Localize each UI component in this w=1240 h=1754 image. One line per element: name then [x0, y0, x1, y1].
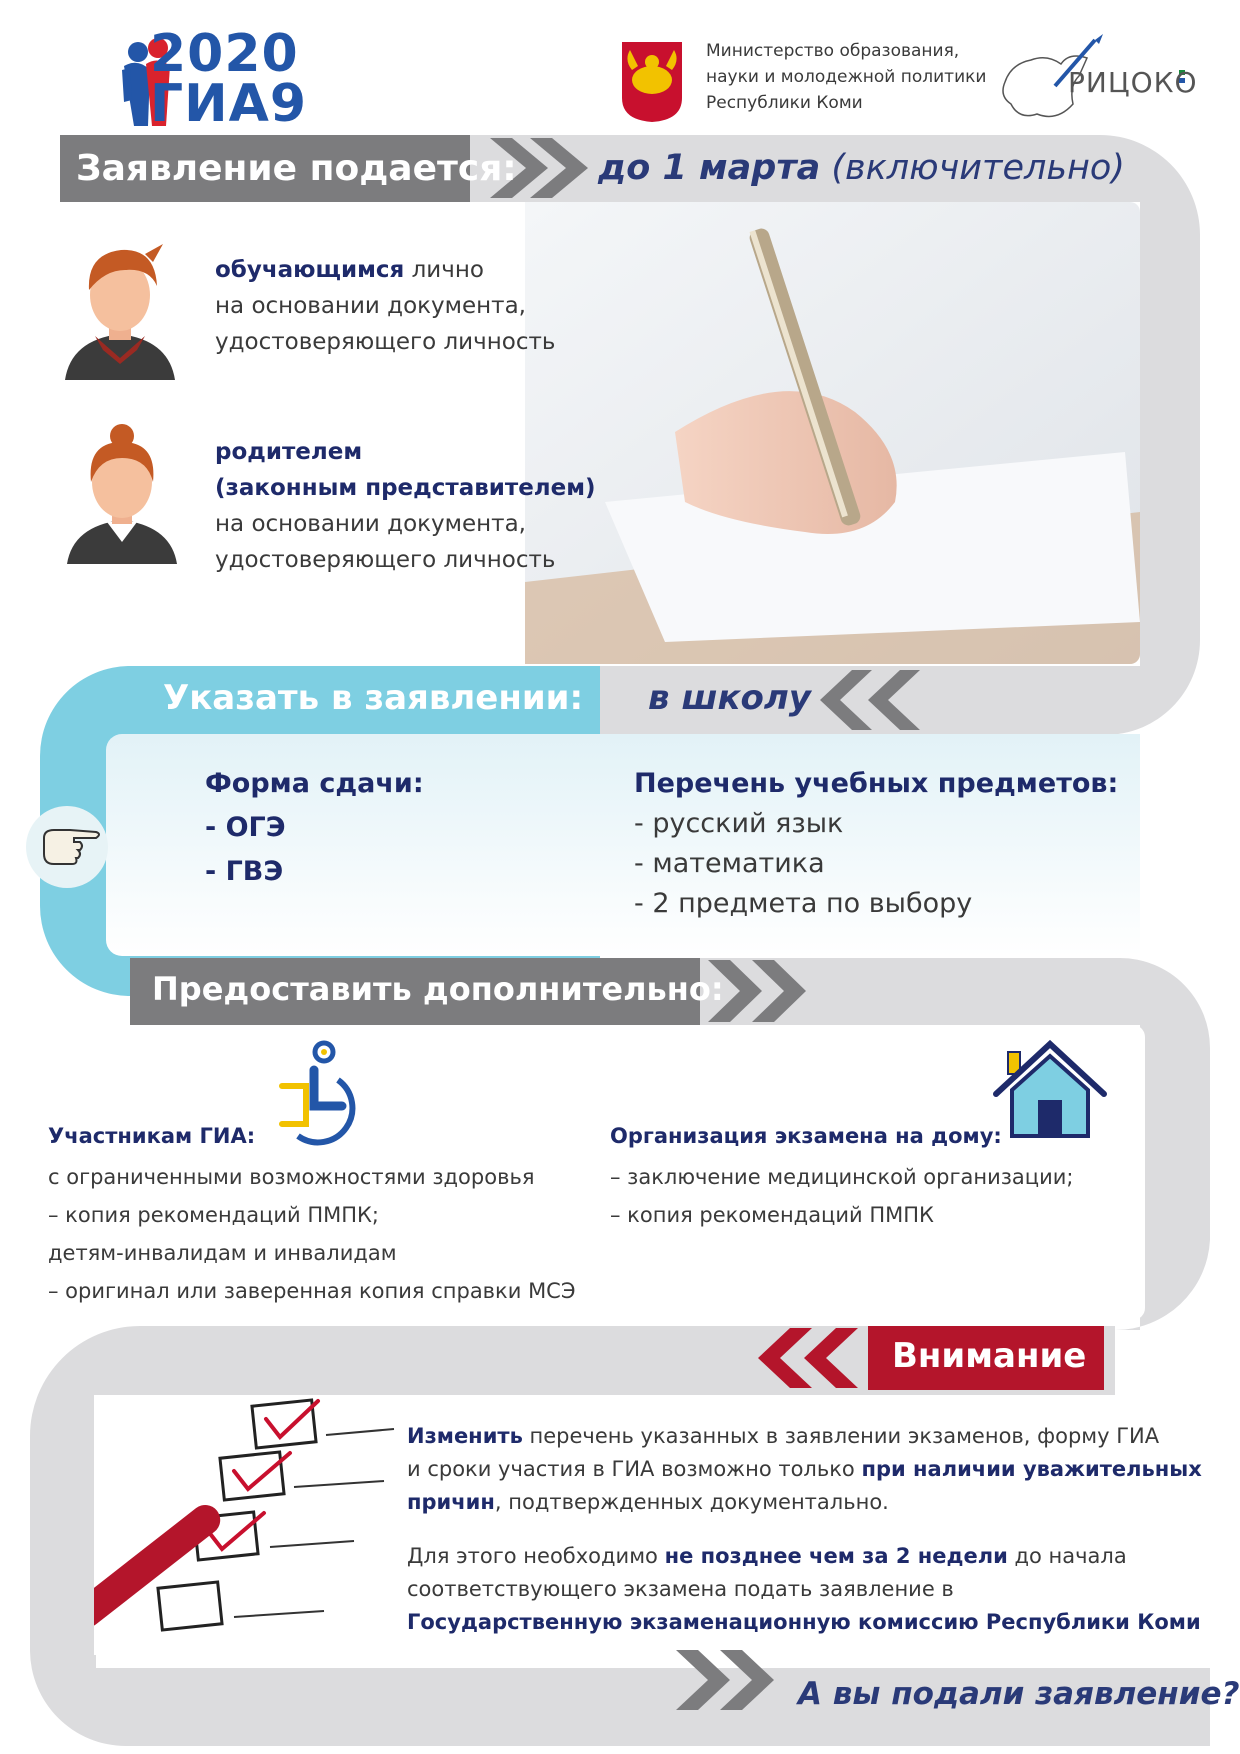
form-title: Форма сдачи:: [205, 768, 424, 799]
submit-deadline: до 1 марта (включительно): [598, 148, 1125, 188]
specify-destination: в школу: [648, 678, 811, 718]
home-exam-title: Организация экзамена на дому:: [610, 1124, 1002, 1148]
extra-heading: Предоставить дополнительно:: [152, 970, 724, 1008]
parent-description: родителем (законным представителем) на основании документа, удостоверяющего личность: [215, 439, 596, 573]
subject-item: - математика: [634, 848, 825, 879]
house-icon: [990, 1038, 1110, 1142]
form-item-gve: - ГВЭ: [205, 856, 284, 887]
form-item-oge: - ОГЭ: [205, 812, 286, 843]
specify-heading: Указать в заявлении:: [163, 678, 584, 718]
submit-panel: [55, 202, 1140, 664]
komi-coat-of-arms: [620, 40, 684, 124]
attention-paragraph-1: Изменить перечень указанных в заявлении экзаменов, форму ГИА и сроки участия в ГИА возможно только при наличии уважительных причин, подтвержденных документально.: [407, 1424, 1202, 1514]
student-avatar-icon: [65, 240, 175, 380]
writing-hand-photo: [525, 202, 1140, 664]
rico-name: РИЦОКО: [1068, 66, 1198, 99]
checklist-photo: [94, 1395, 424, 1655]
ministry-name: Министерство образования, науки и молодежной политики Республики Коми: [706, 41, 987, 113]
pointing-hand-icon: [40, 824, 106, 870]
wheelchair-icon: [268, 1040, 374, 1152]
gia-name: ГИА9: [150, 74, 308, 134]
attention-heading: Внимание: [892, 1336, 1087, 1376]
gia-year: 2020: [150, 24, 299, 84]
submit-heading: Заявление подается:: [76, 148, 517, 189]
participants-list: с ограниченными возможностями здоровья – копия рекомендаций ПМПК; детям-инвалидам и инвалидам – оригинал или заверенная копия справки МСЭ: [48, 1165, 576, 1303]
subject-item: - русский язык: [634, 808, 844, 839]
attention-paragraph-2: Для этого необходимо не позднее чем за 2 недели до начала соответствующего экзамена подать заявление в Государственную экзаменационную комиссию Республики Коми: [407, 1544, 1201, 1634]
subjects-title: Перечень учебных предметов:: [634, 768, 1119, 799]
subject-item: - 2 предмета по выбору: [634, 888, 973, 919]
closing-question: А вы подали заявление?: [798, 1676, 1240, 1712]
participants-title: Участникам ГИА:: [48, 1124, 256, 1148]
parent-avatar-icon: [67, 422, 177, 564]
home-exam-list: – заключение медицинской организации; – копия рекомендаций ПМПК: [610, 1165, 1074, 1227]
student-description: обучающимся лично на основании документа, удостоверяющего личность: [215, 257, 556, 355]
